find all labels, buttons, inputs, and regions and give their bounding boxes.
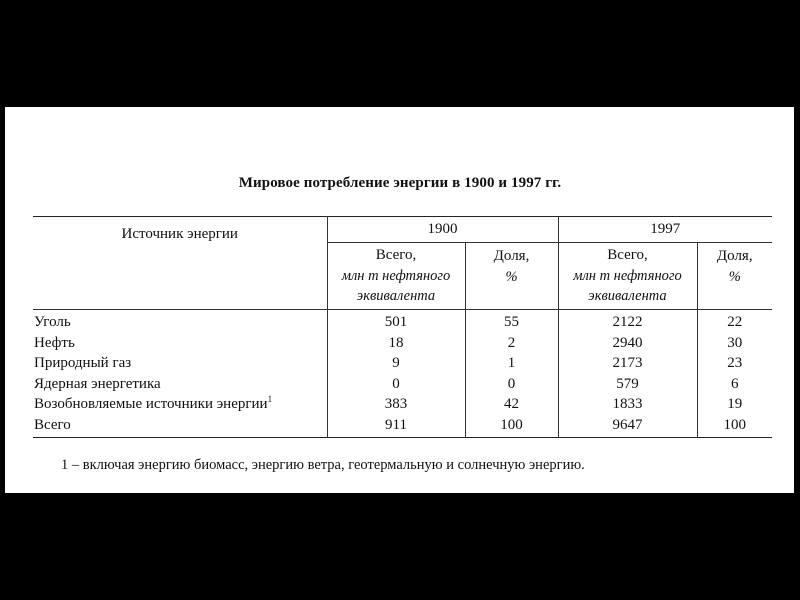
table-row <box>33 394 772 415</box>
header-total-label: Всего, <box>375 247 417 264</box>
header-share-unit: % <box>728 268 741 285</box>
header-share-unit: % <box>505 268 518 285</box>
row-source: Ядерная энергетика <box>34 375 161 392</box>
cell-total-1900: 383 <box>327 394 465 415</box>
cell-total-1997: 579 <box>558 374 697 395</box>
header-share-label: Доля, <box>716 248 753 264</box>
cell-share-1900: 100 <box>465 415 558 438</box>
cell-total-1997: 2122 <box>558 310 697 333</box>
header-total-1900 <box>327 243 465 310</box>
row-source: Природный газ <box>34 355 132 371</box>
header-total-unit-line2: эквивалента <box>356 288 436 305</box>
row-source-label: Возобновляемые источники энергии <box>34 396 268 412</box>
row-source: Всего <box>34 416 71 433</box>
cell-total-1900: 9 <box>327 353 465 374</box>
cell-share-1900: 42 <box>465 394 558 415</box>
cell-share-1900: 1 <box>465 353 558 374</box>
cell-total-1900: 911 <box>327 415 465 438</box>
energy-table <box>33 216 772 438</box>
row-source <box>33 394 327 415</box>
cell-total-1997: 1833 <box>558 394 697 415</box>
row-source: Уголь <box>34 314 71 330</box>
header-total-label: Всего, <box>607 247 648 264</box>
header-share-label: Доля, <box>493 248 530 264</box>
cell-share-1997: 6 <box>697 374 772 395</box>
cell-total-1997: 2940 <box>558 333 697 354</box>
table-title: Мировое потребление энергии в 1900 и 1997 гг. <box>238 175 562 191</box>
cell-total-1900: 0 <box>327 374 465 395</box>
table-row <box>33 310 772 333</box>
footnote: 1 – включая энергию биомасс, энергию ветра, геотермальную и солнечную энергию. <box>61 457 585 473</box>
cell-total-1997: 9647 <box>558 415 697 438</box>
cell-share-1997: 100 <box>697 415 772 438</box>
header-share-1900 <box>465 243 558 310</box>
table-row <box>33 353 772 374</box>
header-total-unit-line2: эквивалента <box>588 288 667 305</box>
table-row <box>33 415 772 438</box>
header-year-1997: 1997 <box>558 217 772 243</box>
table-row <box>33 374 772 395</box>
cell-share-1900: 2 <box>465 333 558 354</box>
cell-share-1997: 19 <box>697 394 772 415</box>
footnote-mark: 1 <box>267 394 273 404</box>
table-row <box>33 333 772 354</box>
header-source: Источник энергии <box>33 217 327 310</box>
cell-share-1997: 23 <box>697 353 772 374</box>
cell-share-1900: 0 <box>465 374 558 395</box>
header-total-1997 <box>558 243 697 310</box>
header-share-1997 <box>697 243 772 310</box>
cell-total-1997: 2173 <box>558 353 697 374</box>
cell-share-1997: 30 <box>697 333 772 354</box>
cell-share-1900: 55 <box>465 310 558 333</box>
cell-share-1997: 22 <box>697 310 772 333</box>
header-total-unit-line1: млн т нефтяного <box>573 267 682 284</box>
row-source: Нефть <box>34 334 75 351</box>
header-year-1900: 1900 <box>327 217 558 243</box>
cell-total-1900: 501 <box>327 310 465 333</box>
header-total-unit-line1: млн т нефтяного <box>341 267 451 284</box>
cell-total-1900: 18 <box>327 333 465 354</box>
